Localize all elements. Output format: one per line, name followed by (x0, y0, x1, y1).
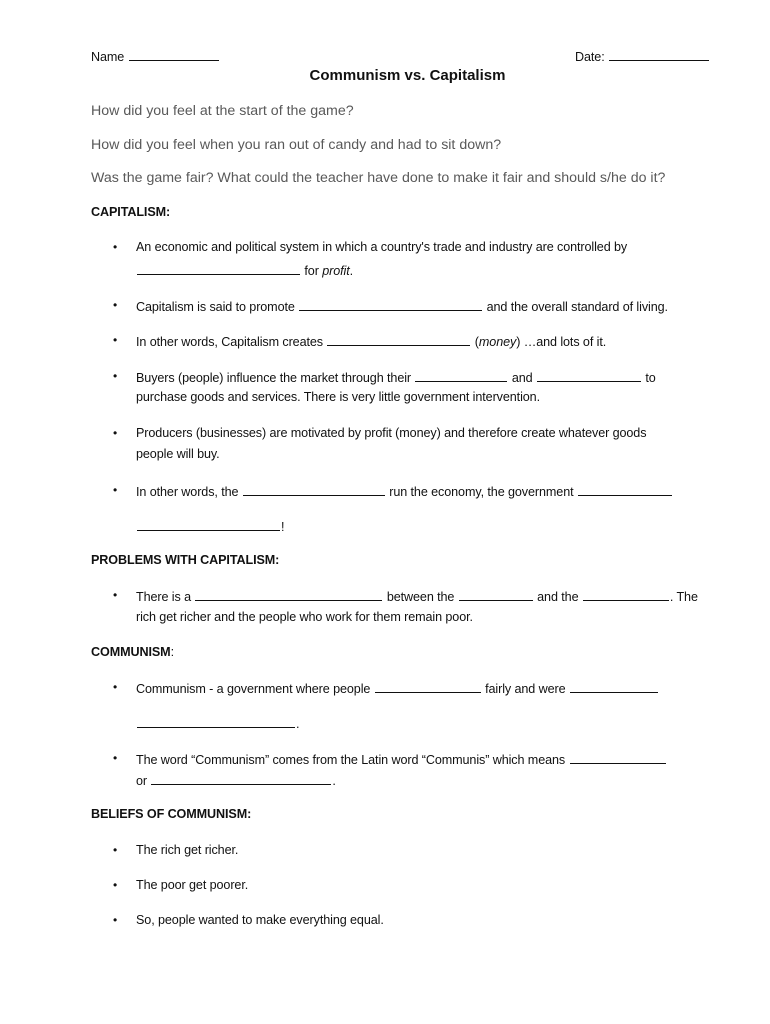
blank[interactable] (578, 483, 672, 496)
name-blank[interactable] (129, 48, 219, 61)
text: . (296, 717, 300, 731)
text: ! (281, 520, 285, 534)
text: or (136, 774, 147, 788)
blank[interactable] (137, 715, 295, 728)
bullet-icon: • (113, 588, 118, 602)
bullet-icon: • (113, 843, 118, 857)
beliefs-heading: BELIEFS OF COMMUNISM: (91, 807, 252, 821)
bullet-icon: • (113, 369, 118, 383)
bullet-icon: • (113, 878, 118, 892)
text: between the (386, 590, 455, 604)
blank[interactable] (243, 483, 385, 496)
capitalism-b5-line1: Producers (businesses) are motivated by profit (money) and therefore create whatever goods (136, 426, 647, 440)
bullet-icon: • (113, 333, 118, 347)
blank[interactable] (151, 772, 331, 785)
text: and (511, 371, 533, 385)
bullet-icon: • (113, 298, 118, 312)
blank[interactable] (299, 298, 482, 311)
question-2: How did you feel when you ran out of candy and had to sit down? (91, 137, 502, 153)
blank[interactable] (537, 369, 641, 382)
belief-item-1: The rich get richer. (136, 843, 239, 857)
text: to (645, 371, 656, 385)
text: Capitalism is said to promote (136, 300, 295, 314)
text: COMMUNISM (91, 645, 171, 659)
text: ) …and lots of it. (516, 335, 607, 349)
capitalism-b2 (136, 298, 668, 314)
blank[interactable] (459, 588, 533, 601)
date-blank[interactable] (609, 48, 709, 61)
text: . The (669, 590, 698, 604)
text: Buyers (people) influence the market through their (136, 371, 412, 385)
text: : (170, 645, 174, 659)
blank[interactable] (415, 369, 507, 382)
problems-heading: PROBLEMS WITH CAPITALISM: (91, 553, 280, 567)
capitalism-b4-line1 (136, 369, 656, 385)
capitalism-b3 (136, 333, 606, 349)
text: There is a (136, 590, 191, 604)
question-3: Was the game fair? What could the teacher have done to make it fair and should s/he do it? (91, 170, 666, 186)
text: . (332, 774, 336, 788)
communism-b2-line2 (136, 772, 336, 788)
text: The word “Communism” comes from the Latin word “Communis” which means (136, 753, 566, 767)
question-1: How did you feel at the start of the game? (91, 103, 354, 119)
capitalism-b1-line1: An economic and political system in which a country's trade and industry are controlled by (136, 240, 628, 254)
blank[interactable] (195, 588, 382, 601)
page-title: Communism vs. Capitalism (309, 67, 506, 84)
problems-b1-line2: rich get richer and the people who work for them remain poor. (136, 610, 473, 624)
capitalism-b6-line2 (136, 518, 284, 534)
text: run the economy, the government (389, 485, 574, 499)
blank[interactable] (375, 680, 481, 693)
capitalism-b6-line1 (136, 483, 673, 499)
name-label: Name (91, 50, 125, 64)
capitalism-b5-line2: people will buy. (136, 447, 220, 461)
blank[interactable] (327, 333, 470, 346)
date-field (575, 48, 710, 64)
bullet-icon: • (113, 913, 118, 927)
text: fairly and were (485, 682, 566, 696)
blank[interactable] (570, 751, 666, 764)
profit-text: profit (322, 264, 350, 278)
name-field (91, 48, 220, 64)
date-label: Date: (575, 50, 605, 64)
bullet-icon: • (113, 426, 118, 440)
blank[interactable] (137, 518, 280, 531)
bullet-icon: • (113, 680, 118, 694)
communism-b2-line1 (136, 751, 667, 767)
capitalism-b1-line2 (136, 262, 353, 278)
belief-item-2: The poor get poorer. (136, 878, 249, 892)
money-text: money (478, 335, 517, 349)
text: and the overall standard of living. (486, 300, 668, 314)
bullet-icon: • (113, 751, 118, 765)
communism-b1-line1 (136, 680, 659, 696)
text: and the (537, 590, 579, 604)
text: for (304, 264, 319, 278)
communism-heading (91, 645, 174, 659)
bullet-icon: • (113, 240, 118, 254)
blank[interactable] (137, 262, 300, 275)
communism-b1-line2 (136, 715, 299, 731)
text: . (349, 264, 354, 278)
text: In other words, the (136, 485, 239, 499)
problems-b1-line1 (136, 588, 698, 604)
belief-item-3: So, people wanted to make everything equal. (136, 913, 384, 927)
capitalism-heading: CAPITALISM: (91, 205, 171, 219)
blank[interactable] (570, 680, 658, 693)
capitalism-b4-line2: purchase goods and services. There is very little government intervention. (136, 390, 540, 404)
text: ( (474, 335, 479, 349)
blank[interactable] (583, 588, 669, 601)
text: Communism - a government where people (136, 682, 371, 696)
bullet-icon: • (113, 483, 118, 497)
text: In other words, Capitalism creates (136, 335, 323, 349)
